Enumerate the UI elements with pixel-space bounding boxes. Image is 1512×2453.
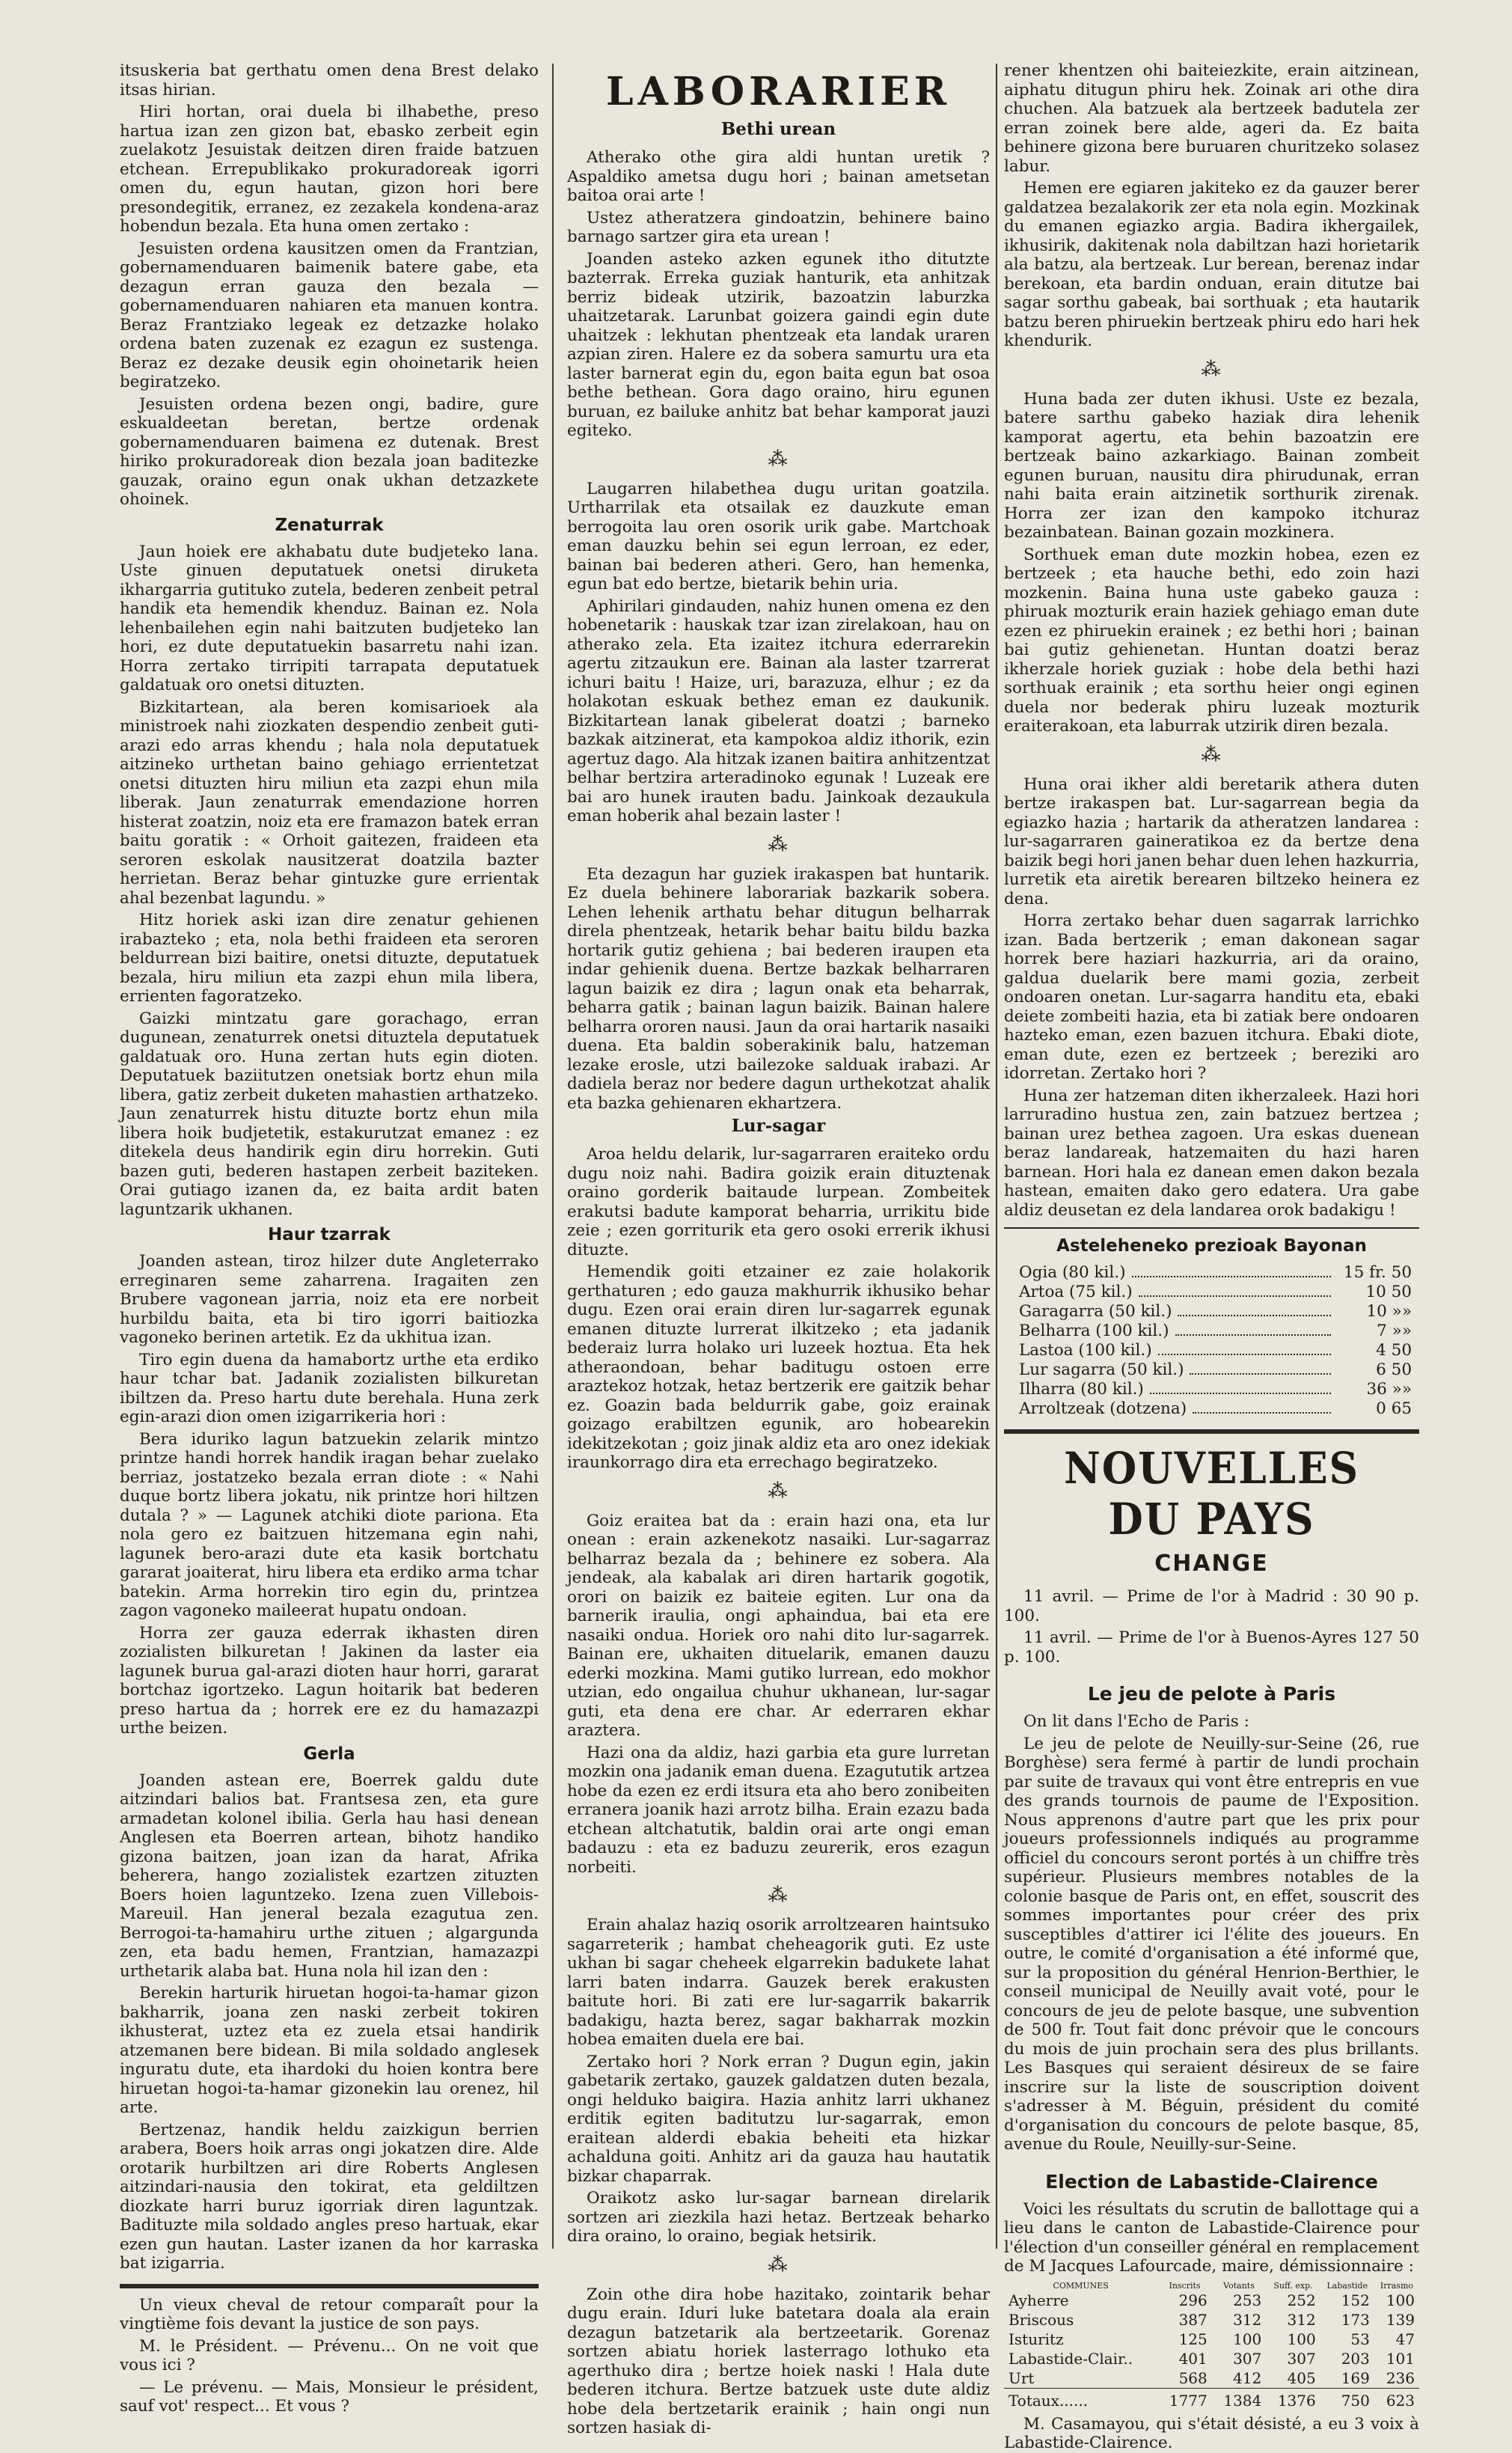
column-rule-left — [552, 64, 554, 2249]
paragraph: rener khentzen ohi baiteiezkite, erain aitzinean, aiphatu ditugun phiru hek. Zoinak ari othe dira chuchen. Ala batzuek ala bertzeek badutela zer erran zoinek bere alde, ageri da. Ez baita behinere gizona bere buruaren churitzeko solasez labur. — [1004, 61, 1419, 176]
leader-dots — [1139, 1283, 1331, 1297]
table-cell: 253 — [1233, 2291, 1262, 2309]
paragraph: Laugarren hilabethea dugu uritan goatzila. Urtharrilak eta otsailak ez dauzkute eman berrogoita lau oren osorik urik gabe. Martchoak eman dauzku behin sei egun lerroan, ez eder, bainan bai bederen atheri. Gero, han hemenka, egun bat edo bertze, bietarik behin uria. — [567, 479, 990, 593]
paragraph: Zoin othe dira hobe hazitako, zointarik behar dugu erain. Iduri luke batetara doala ala erain dezagun batzetarik ala bertzeetarik. Gorenaz sortzen abiatu horiek lasterrago lothuko eta agerthuko dira ; bertze hoiek naski ! Hala dute bederen itchura. Bertze batzuek uste dute aldiz hobe dela bertzetarik erainik ; hain ongi nun sortzen hasiak di- — [567, 2285, 990, 2437]
leader-dots — [1158, 1341, 1331, 1355]
table-cell: 296 — [1178, 2291, 1208, 2309]
paragraph: Ustez atheratzera gindoatzin, behinere baino barnago sartzer gira eta urean ! — [567, 208, 990, 246]
table-cell: 312 — [1287, 2310, 1316, 2329]
section-heading-zenaturrak: Zenaturrak — [275, 515, 384, 535]
table-header: Labastide — [1326, 2280, 1368, 2291]
section-heading-haur-tzarrak: Haur tzarrak — [268, 1225, 391, 1244]
table-cell: 307 — [1233, 2349, 1262, 2368]
paragraph: Huna zer hatzeman diten ikherzaleek. Hazi hori larruradino hustua zen, zain batzuez bertzea ; bainan urez bethea zagoen. Ura eskas duenean beraz landareak, hatzemaiten du hazi haren barnean. Hori hala ez danean emen dakon bezala hastean, emaiten dako gero edatera. Ura gabe aldiz deusetan ez dela landarea orok badakigu ! — [1004, 1086, 1419, 1220]
paragraph: Hiri hortan, orai duela bi ilhabethe, preso hartua izan zen gizon bat, ebasko zerbeit egin zuelakotz Jesuistak deitzen diren fraide batzuen etchean. Errepublikako prokuradoreak igorri omen du, egun hautan, gizon hori bere presondegitik, erranez, ez zezakela kondena-araz hobendun bezala. Eta huna omen zertako : — [120, 103, 539, 236]
table-row — [1004, 2291, 1419, 2310]
asterism-separator: ⁂ — [768, 1884, 789, 1907]
paragraph: Voici les résultats du scrutin de ballottage qui a lieu dans le canton de Labastide-Clairence pour l'élection d'un conseiller général en remplacement de M Jacques Lafourcade, maire, démissionnaire : — [1004, 2199, 1419, 2276]
price-item: Garagarra (50 kil.) — [1019, 1302, 1172, 1321]
paragraph: Hemendik goiti etzainer ez zaie holakorik gerthaturen ; edo gauza makhurrik ikhusiko behar dugu. Ezen orai erain diren lur-sagarrek egunak emanen dituzte lurrerat ilkitzeko ; eta jadanik bederaiz lurra holako uri luzeek hoztua. Eta hek atheraondoan, behar baditugu ostoen erre araztekoz hotzak, hetaz bertzerik ere gaitzik behar ez. Goazin bada beldurrik gabe, goiz erainak goizago erabiltzen egunik, aro hobearekin idekitzekotan ; goiz jinak aldiz eta aro onez idekiak iraunkorrago dira eta errechago begiratzeko. — [567, 1262, 990, 1472]
table-row — [1004, 2349, 1419, 2368]
table-cell: 203 — [1341, 2349, 1370, 2368]
leader-dots — [1190, 1360, 1331, 1375]
price-item: Lur sagarra (50 kil.) — [1019, 1360, 1184, 1379]
paragraph: Bertzenaz, handik heldu zaizkigun berrien arabera, Boers hoik arras ongi jokatzen dire. Alde orotarik hurbiltzen ari dire Roberts Anglesen aitzindari-nausia den tokirat, eta geldiltzen diozkate harri buruz igorriak diren laguntzak. Badituzte mila soldado angles preso hartuak, ekar ezen gun hautan. Laster izanen da hor karraska bat izigarria. — [120, 2120, 539, 2273]
price-item: Lastoa (100 kil.) — [1019, 1341, 1152, 1360]
price-value: 7 »» — [1377, 1322, 1412, 1340]
price-value: 15 fr. 50 — [1343, 1263, 1412, 1282]
asterism-separator: ⁂ — [768, 833, 789, 856]
divider — [120, 2284, 539, 2288]
anecdote-line: — Le prévenu. — Mais, Monsieur le président, sauf vot' respect... Et vous ? — [120, 2377, 539, 2416]
table-cell: Totaux...... — [1004, 2388, 1157, 2410]
table-cell: 169 — [1341, 2368, 1370, 2387]
leader-dots — [1193, 1399, 1331, 1414]
table-cell: 236 — [1386, 2368, 1415, 2387]
table-cell: Isturitz — [1008, 2330, 1064, 2348]
paragraph: Tiro egin duena da hamabortz urthe eta erdiko haur tchar bat. Jadanik zozialisten bilkuretan ibiltzen da. Preso hartu dute berehala. Huna zerk egin-arazi dion omen izigarrikeria hori : — [120, 1350, 539, 1426]
price-row — [1004, 1302, 1419, 1322]
table-cell: 1777 — [1157, 2388, 1211, 2410]
paragraph: Oraikotz asko lur-sagar barnean direlarik sortzen ari ziezkila hazi hetaz. Bertzeak beharko dira oraino, lo oraino, begiak hetsirik. — [567, 2189, 990, 2246]
paragraph: Eta dezagun har guziek irakaspen bat huntarik. Ez duela behinere laborariak bazkarik sobera. Lehen lehenik arthatu behar ditugun belharrak direla phentzeak, hetarik behar baitu bildu bazka hortarik gutiz gehiena ; bai bederen iraupen eta indar gehienik duena. Bertze bazkak belharraren lagun baizik ez dira ; lagun onak eta beharrak, beharra gatik ; bainan lagun baizik. Bainan halere belharra ororen nausi. Jaun da orai hartarik nasaiki duena. Eta baldin soberakinik balu, hatzeman lezake erosle, utzi bailezoke salduak irabazi. Ar dadiela beraz nor bedere dagun urthekotzat ahalik eta bazka gehienaren ekhartzera. — [567, 864, 990, 1113]
left-column — [120, 61, 539, 2416]
price-item: Ilharra (80 kil.) — [1019, 1380, 1144, 1399]
paragraph: Bera iduriko lagun batzuekin zelarik mintzo printze handi horrek handik iragan behar zuelako berriaz, jostatzeko bezala erran diote : « Nahi duque bortz libera jokatu, nik printze hori hiltzen dutala ? » — Lagunek atchiki diote pariona. Eta nola gero ez baitzuen hitzemana egin nahi, lagunek bero-arazi dute eta kasik bortchatu gararat joaiterat, hiru libera eta erdiko arma tchar batekin. Arma horrekin tiro egin du, printzea zagon vagoneko maileerat hupatu ondoan. — [120, 1429, 539, 1620]
subheading-lur-sagar: Lur-sagar — [731, 1116, 826, 1136]
table-cell: 125 — [1178, 2330, 1208, 2348]
right-column — [1004, 61, 1419, 2452]
section-heading-gerla: Gerla — [303, 1744, 355, 1764]
leader-dots — [1178, 1302, 1331, 1316]
paragraph: On lit dans l'Echo de Paris : — [1023, 1712, 1249, 1731]
table-cell: 405 — [1287, 2368, 1316, 2387]
table-row — [1004, 2310, 1419, 2330]
table-cell: 53 — [1350, 2330, 1370, 2348]
table-cell: 100 — [1287, 2330, 1316, 2348]
paragraph: Erain ahalaz haziq osorik arroltzearen haintsuko sagarreterik ; hambat cheheagorik guti. Ez uste ukhan bi sagar cheheek elgarrekin badukete lahat larri baten indarra. Gauzek berek erakusten baitute hori. Bi zati ere lur-sagarrik bakarrik badakigu, hazta berez, sagar bakharrak mozkin hobea emaiten duela ere bai. — [567, 1916, 990, 2049]
table-header: Suff. exp. — [1273, 2280, 1313, 2291]
table-header: COMMUNES — [1053, 2280, 1109, 2291]
table-header-row — [1004, 2281, 1419, 2291]
paragraph: Goiz eraitea bat da : erain hazi ona, eta lur onean : erain azkenekotz nasaiki. Lur-sagarraz belharraz bezala da ; behinere ez sobera. Ala jendeak, ala kabalak ari diren hartarik gogotik, orori on baizik ez baiteie egiten. Lur ona da barnerik iraulia, ongi aphaindua, bai eta ere nasaiki ondua. Horiek oro nahi dito lur-sagarrek. Bainan ere, ukhaiten dituelarik, emanen dauzu ederki mozkina. Mami gutiko lurrean, edo mokhor utzian, edo ongailua chuhur ukhanean, lur-sagar guti, eta dena ere char. Ar ederraren ekhar araztera. — [567, 1511, 990, 1740]
table-cell: 1376 — [1266, 2388, 1320, 2410]
anecdote-line: M. le Président. — Prévenu... On ne voit que vous ici ? — [120, 2336, 539, 2374]
price-item: Ogia (80 kil.) — [1019, 1263, 1126, 1282]
divider — [1004, 1227, 1419, 1229]
paragraph: Jesuisten ordena kausitzen omen da Frantzian, gobernamenduaren baimenik batere gabe, eta dezagun erran gauza den bezala — gobernamenduaren nahiaren eta manuen kontra. Beraz Frantziako legeak ez detzazke holako ordena baten zuzenak ez ezagun ez sustenga. Beraz ez dezake deusik egin ohoinetarik heien begiratzeko. — [120, 239, 539, 391]
price-value: 0 65 — [1376, 1399, 1412, 1418]
price-list — [1004, 1263, 1419, 1419]
price-row — [1004, 1360, 1419, 1380]
table-cell: 139 — [1386, 2310, 1415, 2329]
table-cell: 47 — [1395, 2330, 1415, 2348]
paragraph: Aroa heldu delarik, lur-sagarraren eraiteko ordu dugu noiz nahi. Badira goizik erain dituztenak oraino gorderik baitaude lurpean. Zombeitek erakutsi badute kamporat beharria, urrikitu bide zeie ; ezen gorriturik eta gero osoki errerik ikhusi dituzte. — [567, 1145, 990, 1259]
paragraph: Atherako othe gira aldi huntan uretik ? Aspaldiko ametsa dugu hori ; bainan ametsetan baitoa orai arte ! — [567, 148, 990, 205]
price-row — [1004, 1322, 1419, 1341]
table-cell: Urt — [1008, 2368, 1035, 2387]
price-value: 10 »» — [1366, 1302, 1412, 1321]
table-total-row — [1004, 2388, 1419, 2410]
table-cell: 100 — [1233, 2330, 1262, 2348]
paragraph: Hitz horiek aski izan dire zenatur gehienen irabazteko ; eta, nola bethi fraideen eta seroren beldurrean bizi baitire, onetsi dituzte, deputatuek bezala, hiru miliun eta zazpi ehun mila libera, errienten fagoratzeko. — [120, 911, 539, 1006]
pelote-title: Le jeu de pelote à Paris — [1087, 1683, 1336, 1705]
table-cell: 307 — [1287, 2349, 1316, 2368]
table-cell: Briscous — [1008, 2310, 1074, 2329]
table-cell: 101 — [1386, 2349, 1415, 2368]
paragraph: M. Casamayou, qui s'était désisté, a eu 3 voix à Labastide-Clairence. — [1004, 2414, 1419, 2452]
paragraph: Hemen ere egiaren jakiteko ez da gauzer berer galdatzea bezalakorik zer eta nola egin. Mozkinak du emanen egiazko argia. Badira ikhergailek, ikhusirik, dakitenak nola dabiltzan hazi horietarik ala batzu, ala bertzeak. Lur berean, berenaz indar berekoan, eta bardin onduan, erain ditutze bai sagar sorthu gabeak, bai sorthuak ; eta hautarik batzu beren phiruekin bertzeak phiru edo hari hek khendurik. — [1004, 179, 1419, 350]
table-row — [1004, 2368, 1419, 2389]
table-cell: Ayherre — [1008, 2291, 1069, 2309]
election-title: Election de Labastide-Clairence — [1045, 2170, 1378, 2193]
paragraph: Aphirilari gindauden, nahiz hunen omena ez den hobenetarik : hauskak tzar izan zirelakoan, hau on atherako zela. Eta izaitez itchura ederrarekin agertu zitzaukun ere. Bainan ala laster tzarrerat ichuri baitu ! Haize, uri, barazuza, elhur ; ez da holakotan eskuak bethez eman ez daukunik. Bizkitartean lanak gibelerat doatzi ; barneko bazkak aitzinerat, eta kampokoa aldiz ithorik, ezin agertuz dago. Ala hitzak izanen baitira anhitzentzat belhar bertzira arteradinoko egunak ! Luzeak ere bai aro hunek irauten badu. Jainkoak dezaukula eman hoberik ahal bezain laster ! — [567, 596, 990, 825]
paragraph: itsuskeria bat gerthatu omen dena Brest delako itsas hirian. — [120, 61, 539, 100]
paragraph: Jaun hoiek ere akhabatu dute budjeteko lana. Uste ginuen deputatuek onetsi diruketa ikhargarria gutituko zutela, bederen zenbeit petral handik eta hemendik khenduz. Bainan ez. Nola lehenbailehen egin nahi baitzuten budjeteko lan hori, ez dute deputatuekin basarretu nahi izan. Horra zertako tirripiti tarrapata deputatuek galdatuak oro onetsi dituzten. — [120, 542, 539, 694]
price-row — [1004, 1263, 1419, 1283]
laborarier-masthead: LABORARIER — [605, 69, 952, 114]
table-cell: 412 — [1233, 2368, 1262, 2387]
table-cell: 100 — [1386, 2291, 1415, 2309]
asterism-separator: ⁂ — [768, 1479, 789, 1503]
asterism-separator: ⁂ — [1201, 358, 1222, 381]
paragraph: Joanden asteko azken egunek itho ditutzte bazterrak. Erreka guziak hanturik, eta anhitzak berriz bideak utzirik, bazoatzin laburzka uhaitzetarak. Larunbat goizera gaindi egin dute uhaitzek : lekhutan phentzeak eta landak uraren azpian ziren. Halere ez da sobera samurtu ura eta laster barnerat egin du, egon baita egun bat osoa bethe bethean. Gora dago oraino, hiru egunen buruan, ez bailuke anhitz bat behar kamporat jauzi egiteko. — [567, 249, 990, 440]
paragraph: Gaizki mintzatu gare gorachago, erran dugunean, zenaturrek onetsi dituztela deputatuek galdatuak oro. Huna zertan huts egin dioten. Deputatuek baziitutzen onetsiak bortz ehun mila libera, gatiz zerbeit duketen mahastien arthatzeko. Jaun zenaturrek histu dituzte bortz ehun mila libera hoik budjetetik, estakurutzat emanez : ez ditekela deus handirik egin diru horrekin. Guti bazen guti, bederen hastapen zerbeit baziteken. Orai gutiago izanen da, ez baita ardit baten laguntzarik ukhanen. — [120, 1009, 539, 1219]
paragraph: Berekin harturik hiruetan hogoi-ta-hamar gizon bakharrik, joana zen naski zerbeit tokiren ikhusterat, uztez eta ez zuela etsai handirik atzemanen bere bidean. Bi mila soldado anglesek inguratu dute, eta ihardoki du hoien kontra bere hiruetan hogoi-ta-hamar gizonekin lau orenez, hil arte. — [120, 1984, 539, 2117]
table-cell: 312 — [1233, 2310, 1262, 2329]
table-cell: Labastide-Clair.. — [1008, 2349, 1133, 2368]
change-heading: CHANGE — [1154, 1551, 1269, 1577]
table-cell: 152 — [1341, 2291, 1370, 2309]
paragraph: 11 avril. — Prime de l'or à Buenos-Ayres 127 50 p. 100. — [1004, 1628, 1419, 1667]
table-cell: 401 — [1178, 2349, 1208, 2368]
table-cell: 623 — [1374, 2388, 1419, 2410]
table-cell: 252 — [1287, 2291, 1316, 2309]
paragraph: Huna orai ikher aldi beretarik athera duten bertze irakaspen bat. Lur-sagarrean begia da egiazko hazia ; hartarik da atheratzen landarea : lur-sagarraren gaineratikoa ez da bertze dena baizik begi hori janen behar duen lehen hazkurria, lurretik eta airetik berearen biltzeko heinera ez dena. — [1004, 775, 1419, 908]
price-item: Belharra (100 kil.) — [1019, 1322, 1169, 1340]
table-cell: 1384 — [1212, 2388, 1266, 2410]
price-row — [1004, 1341, 1419, 1360]
price-row — [1004, 1283, 1419, 1302]
prices-title: Asteleheneko prezioak Bayonan — [1056, 1236, 1367, 1256]
nouvelles-du-pays-heading: NOUVELLES DU PAYS — [1064, 1443, 1359, 1545]
paragraph: Joanden astean, tiroz hilzer dute Angleterrako erreginaren seme zaharrena. Iragaiten zen Brubere vagonean jarria, noiz eta ere norbeit hurbildu baita, eta bi tiro igorri baitiozka vagoneko berinen artetik. Ez da ukhitua izan. — [120, 1252, 539, 1347]
leader-dots — [1150, 1380, 1331, 1394]
price-row — [1004, 1380, 1419, 1399]
asterism-separator: ⁂ — [768, 2253, 789, 2276]
paragraph: Bizkitartean, ala beren komisarioek ala ministroek nahi ziozkaten despendio zenbeit guti-arazi edo arras khendu ; hala nola deputatuek aitzineko urthetan baino gehiago errientetzat onetsi dituzten hiru miliun eta zazpi ehun mila liberak. Jaun zenaturrak emendazione horren histerat zoatzin, noiz eta ere framazon batek erran baitu goratik : « Orhoit gaitezen, fraideen eta seroren eskolak nausitzerat doatzila bazter herrietan. Beraz behar gintuzke gure errientak ahal bezenbat lagundu. » — [120, 697, 539, 908]
paragraph: Horra zer gauza ederrak ikhasten diren zozialisten bilkuretan ! Jakinen da laster eia lagunek burua gal-arazi dioten haur horri, gararat bortchaz igortzeko. Lagun hoitarik bat bederen preso hartua da ; horrek ere ez du hamazazpi urthe beizen. — [120, 1623, 539, 1738]
anecdote-line: Un vieux cheval de retour comparaît pour la vingtième fois devant la justice de son pays. — [120, 2295, 539, 2333]
price-value: 4 50 — [1376, 1341, 1412, 1360]
paragraph: Horra zertako behar duen sagarrak larrichko izan. Bada bertzerik ; eman dakonean sagar horrek bere haziari hazkurria, ari da oraino, galdua duelarik bere mami gozia, zerbeit ondoaren onetan. Lur-sagarra handitu eta, ebaki deiete zombeiti hazia, eta bi zatiak bere ondoaren hazteko eman, ezen bazuen itchura. Ebaki diote, eman dute, ezen ez bertzeek ; bereziki aro idorretan. Zertako hori ? — [1004, 911, 1419, 1083]
table-header: Votants — [1223, 2280, 1255, 2291]
table-cell: 173 — [1341, 2310, 1370, 2329]
middle-column — [567, 61, 990, 2437]
subheading-bethi-urean: Bethi urean — [720, 119, 836, 139]
leader-dots — [1175, 1322, 1331, 1336]
paragraph: 11 avril. — Prime de l'or à Madrid : 30 90 p. 100. — [1004, 1587, 1419, 1625]
table-header: Irrasmo — [1380, 2280, 1413, 2291]
price-row — [1004, 1399, 1419, 1419]
leader-dots — [1132, 1263, 1331, 1277]
asterism-separator: ⁂ — [1201, 743, 1222, 766]
column-rule-right — [996, 64, 997, 2249]
paragraph: Hazi ona da aldiz, hazi garbia eta gure lurretan mozkin ona jadanik eman duena. Ezagututik artzea hobe da ezen ez erdi itsura eta aho bero zonibeiten erranera joanik hazi arrotz bilha. Erain ezazu bada etchean altchatutik, baldin orai arte ongi eman badauzu : eta ez baduzu zeurerik, eros ezagun norbeiti. — [567, 1743, 990, 1877]
table-header: Inscrits — [1169, 2280, 1201, 2291]
table-cell: 750 — [1320, 2388, 1374, 2410]
paragraph: Sorthuek eman dute mozkin hobea, ezen ez bertzeek ; eta hauche bethi, edo zoin hazi mozkenin. Baina huna uste gabeko gauza : phiruak mozturik erain haziek gehiago eman dute ezen ez phiruekin erainek ; ez bethi hori ; bainan bai gutiz gehienetan. Huntan doatzi beraz ikherzale horiek guziak : hobe dela bethi hazi sorthuak erainik ; eta sorthu heier ongi eginen duela nor bederak phiru luzeak mozturik eraiterakoan, eta laburrak utzirik diren bezala. — [1004, 545, 1419, 736]
table-row — [1004, 2330, 1419, 2349]
price-value: 36 »» — [1366, 1380, 1412, 1399]
asterism-separator: ⁂ — [768, 447, 789, 471]
paragraph: Huna bada zer duten ikhusi. Uste ez bezala, batere sarthu gabeko haziak dira lehenik kamporat agertu, eta behin bazoatzin ere bertzeak baino azkarkiago. Bainan zombeit egunen buruan, nausitu dira phirudunak, erran nahi baita erain aitzinetik sorthurik zirenak. Horra zer izan den kampoko itchuraz bezainbatean. Bainan gozain mozkinera. — [1004, 389, 1419, 542]
paragraph: Jesuisten ordena bezen ongi, badire, gure eskualdeetan beretan, bertze ordenak gobernamenduaren baimena ez dutenak. Brest hiriko prokuradoreak dion bezala joan baditezke gauzak, oraino egun onak ukhan detzazkete ohoinek. — [120, 394, 539, 509]
table-cell: 568 — [1178, 2368, 1208, 2387]
paragraph: Le jeu de pelote de Neuilly-sur-Seine (26, rue Borghèse) sera fermé à partir de lundi prochain par suite de travaux qui vont être entrepris en vue des grands tournois de paume de l'Exposition. Nous apprenons d'autre part que les prix pour joueurs professionnels indiqués au programme officiel du concours seront portés à un chiffre très supérieur. Plusieurs membres notables de la colonie basque de Paris ont, en effet, souscrit des sommes importantes pour créer des prix susceptibles d'attirer ici l'élite des joueurs. En outre, le comité d'organisation a été informé que, sur la proposition du général Henrion-Berthier, le conseil municipal de Neuilly avait voté, pour le concours de jeu de pelote basque, une subvention de 500 fr. Tout fait donc prévoir que le concours du mois de juin prochain sera des plus brillants. Les Basques qui seraient désireux de se faire inscrire sur la liste de souscription doivent s'adresser à M. Béguin, président du comité d'organisation du concours de pelote basque, 85, avenue du Roule, Neuilly-sur-Seine. — [1004, 1734, 1419, 2154]
election-results-table — [1004, 2281, 1419, 2410]
price-item: Arroltzeak (dotzena) — [1019, 1399, 1187, 1418]
table-cell: 387 — [1178, 2310, 1208, 2329]
divider — [1004, 1429, 1419, 1434]
paragraph: Zertako hori ? Nork erran ? Dugun egin, jakin gabetarik zertako, gauzek galdatzen duten bezala, ongi helduko baigira. Hazia anhitz larri ukhanez erditik egiten baditutzu lur-sagarrak, emon eraitean alderdi ebakia beheiti eta hizkar achalduna goiti. Anhitz ari da gauza hau hautatik bizkar chaparrak. — [567, 2052, 990, 2186]
paragraph: Joanden astean ere, Boerrek galdu dute aitzindari balios bat. Frantsesa zen, eta gure armadetan kolonel ibilia. Gerla hau hasi denean Anglesen eta Boerren artean, bihotz handiko gizona baitzen, joan izan da harat, Afrika beherera, hango zozialistek ezartzen zituzten Boers hoien laguntzeko. Izena zuen Villebois-Mareuil. Han jeneral bezala ezagutua zen. Berrogoi-ta-hamahiru urthe zituen ; algargunda zen, eta badu hemen, Frantzian, hamazazpi urthetarik alaba bat. Huna nola hil izan den : — [120, 1771, 539, 1981]
price-item: Artoa (75 kil.) — [1019, 1283, 1133, 1301]
price-value: 10 50 — [1365, 1283, 1412, 1301]
price-value: 6 50 — [1376, 1360, 1412, 1379]
